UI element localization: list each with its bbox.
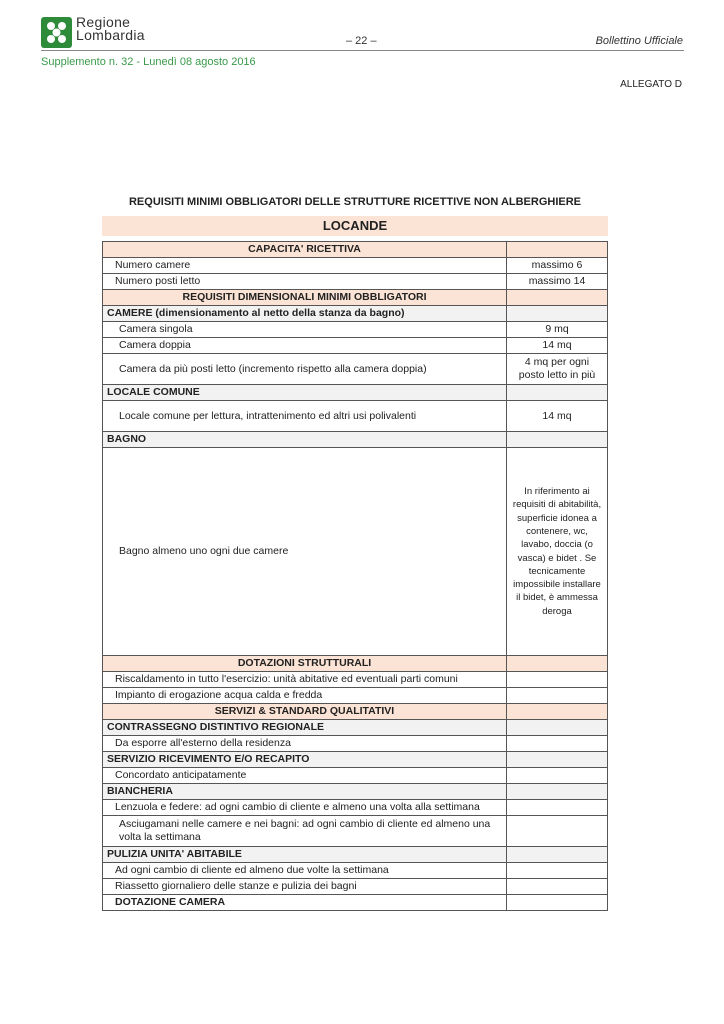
section-header-row <box>103 290 608 306</box>
logo-line-1: Regione <box>76 14 131 30</box>
annex-label: ALLEGATO D <box>620 79 682 90</box>
row-label: Camera da più posti letto (incremento rispetto alla camera doppia) <box>103 354 507 385</box>
table-row <box>103 863 608 879</box>
row-label: Locale comune per lettura, intrattenimento ed altri usi polivalenti <box>103 401 507 432</box>
category-title: DOTAZIONE CAMERA <box>103 895 507 911</box>
row-label: Asciugamani nelle camere e nei bagni: ad ogni cambio di cliente ed almeno una volta la settimana <box>103 816 507 847</box>
requirements-table <box>102 241 608 911</box>
row-value: 14 mq <box>507 401 608 432</box>
page-number: – 22 – <box>346 35 377 47</box>
table-row <box>103 274 608 290</box>
logo-text <box>76 16 145 42</box>
row-label: Impianto di erogazione acqua calda e fredda <box>103 688 507 704</box>
row-value: 14 mq <box>507 338 608 354</box>
category-title: CAMERE (dimensionamento al netto della stanza da bagno) <box>103 306 507 322</box>
category-row <box>103 847 608 863</box>
section-title: REQUISITI DIMENSIONALI MINIMI OBBLIGATORI <box>103 290 507 306</box>
logo-line-2: Lombardia <box>76 27 145 43</box>
table-row <box>103 258 608 274</box>
row-label: Numero posti letto <box>103 274 507 290</box>
supplement-info: Supplemento n. 32 - Lunedì 08 agosto 2016 <box>41 56 256 68</box>
regione-lombardia-logo-icon <box>41 17 72 48</box>
row-label: Numero camere <box>103 258 507 274</box>
category-title: BAGNO <box>103 432 507 448</box>
row-label: Concordato anticipatamente <box>103 768 507 784</box>
table-row <box>103 895 608 911</box>
table-row <box>103 816 608 847</box>
row-value: massimo 14 <box>507 274 608 290</box>
document-subtitle: LOCANDE <box>102 216 608 236</box>
category-title: LOCALE COMUNE <box>103 385 507 401</box>
table-row <box>103 768 608 784</box>
section-header-row <box>103 656 608 672</box>
category-title: BIANCHERIA <box>103 784 507 800</box>
category-row <box>103 752 608 768</box>
document-title: REQUISITI MINIMI OBBLIGATORI DELLE STRUTTURE RICETTIVE NON ALBERGHIERE <box>128 196 582 208</box>
category-row <box>103 432 608 448</box>
table-row <box>103 448 608 656</box>
table-row <box>103 401 608 432</box>
row-label: Riassetto giornaliero delle stanze e pulizia dei bagni <box>103 879 507 895</box>
row-label: Lenzuola e federe: ad ogni cambio di cliente e almeno una volta alla settimana <box>103 800 507 816</box>
category-row <box>103 306 608 322</box>
section-title: SERVIZI & STANDARD QUALITATIVI <box>103 704 507 720</box>
section-header-row <box>103 242 608 258</box>
category-title: PULIZIA UNITA' ABITABILE <box>103 847 507 863</box>
section-title: DOTAZIONI STRUTTURALI <box>103 656 507 672</box>
row-value: 4 mq per ogni posto letto in più <box>507 354 608 385</box>
publication-name: Bollettino Ufficiale <box>595 35 683 47</box>
row-label: Riscaldamento in tutto l'esercizio: unità abitative ed eventuali parti comuni <box>103 672 507 688</box>
table-row <box>103 672 608 688</box>
category-row <box>103 720 608 736</box>
header-divider <box>41 50 684 51</box>
row-value: 9 mq <box>507 322 608 338</box>
table-row <box>103 879 608 895</box>
table-row <box>103 354 608 385</box>
table-row <box>103 800 608 816</box>
row-label: Camera singola <box>103 322 507 338</box>
section-title: CAPACITA' RICETTIVA <box>103 242 507 258</box>
table-row <box>103 736 608 752</box>
category-row <box>103 784 608 800</box>
section-header-row <box>103 704 608 720</box>
row-value: massimo 6 <box>507 258 608 274</box>
row-label: Da esporre all'esterno della residenza <box>103 736 507 752</box>
category-title: SERVIZIO RICEVIMENTO E/O RECAPITO <box>103 752 507 768</box>
row-value: In riferimento ai requisiti di abitabilità, superficie idonea a contenere, wc, lavabo, doccia (o vasca) e bidet . Se tecnicamente impossibile installare il bidet, è ammessa deroga <box>507 448 608 656</box>
table-row <box>103 322 608 338</box>
row-label: Ad ogni cambio di cliente ed almeno due volte la settimana <box>103 863 507 879</box>
row-label: Camera doppia <box>103 338 507 354</box>
category-row <box>103 385 608 401</box>
row-label: Bagno almeno uno ogni due camere <box>103 448 507 656</box>
category-title: CONTRASSEGNO DISTINTIVO REGIONALE <box>103 720 507 736</box>
table-row <box>103 338 608 354</box>
table-row <box>103 688 608 704</box>
